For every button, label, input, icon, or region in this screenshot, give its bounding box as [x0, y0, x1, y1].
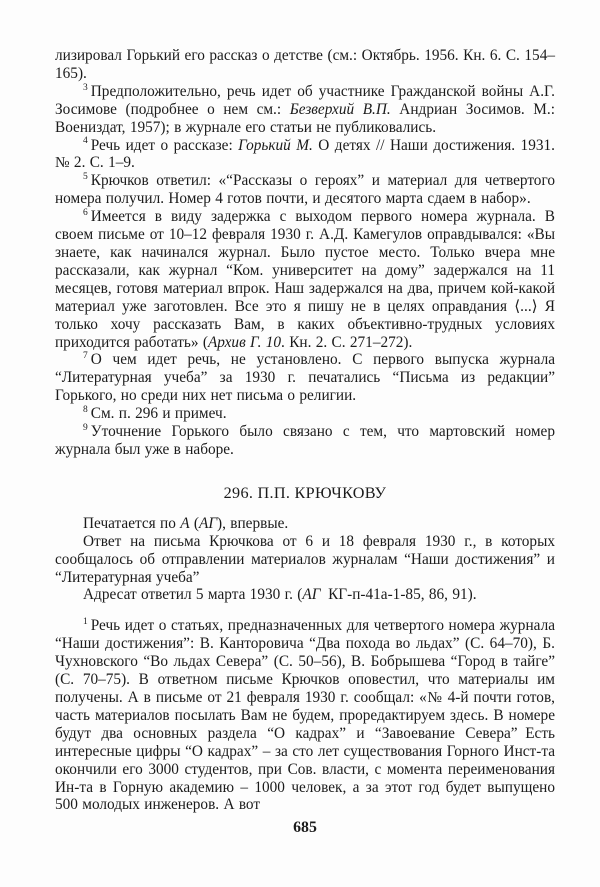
text-run: См. п. 296 и примеч.	[90, 405, 227, 423]
footnote-number: 5	[83, 172, 88, 183]
footnote-number: 3	[83, 82, 88, 93]
footnote-2-continuation	[55, 47, 555, 83]
italic-text-run: АГ	[198, 514, 218, 532]
footnote-9	[55, 423, 555, 459]
text-run: Адресат ответил 5 марта 1930 г. (	[83, 586, 303, 604]
text-run: О детях // Наши достижения. 1931. № 2. С. 1–9.	[55, 136, 555, 172]
italic-text-run: АГ	[302, 586, 321, 604]
text-run: . Кн. 2. С. 271–272).	[281, 333, 413, 351]
footnote-7	[55, 351, 555, 405]
footnote-1	[55, 617, 555, 814]
text-run: Предположительно, речь идет об участнике Гражданской войны А.Г. Зосимове (подробнее о нем см.:	[55, 82, 555, 118]
italic-text-run: Архив Г. 10	[207, 333, 282, 351]
footnote-number: 9	[83, 422, 88, 433]
text-column	[55, 47, 555, 837]
italic-text-run: Горький М.	[238, 136, 313, 154]
source-line	[55, 515, 555, 533]
addressee-reply-line	[55, 586, 555, 604]
text-run: ), впервые.	[217, 514, 289, 532]
footnotes-continued-block	[55, 47, 555, 459]
letter-meta-block	[55, 515, 555, 605]
footnote-8	[55, 405, 555, 423]
text-run: Уточнение Горького было связано с тем, что мартовский номер журнала был уже в наборе.	[55, 423, 555, 458]
footnote-number: 8	[83, 405, 88, 416]
footnote-number: 4	[83, 136, 88, 147]
text-run: Ответ на письма Крючкова от 6 и 18 февраля 1930 г., в которых сообщалось об отправлении материалов журналам “Наши достижения” и “Литературная учеба”	[55, 532, 555, 586]
letter-footnotes-block	[55, 617, 555, 814]
footnote-4	[55, 137, 555, 173]
text-run: Печатается по	[83, 514, 181, 532]
text-run: лизировал Горький его рассказ о детстве (см.: Октябрь. 1956. Кн. 6. С. 154–165).	[55, 47, 555, 82]
text-run: Речь идет о рассказе:	[90, 136, 239, 154]
italic-text-run: Безверхий В.П.	[289, 100, 391, 118]
footnote-6	[55, 208, 555, 351]
footnote-number: 1	[83, 617, 88, 628]
footnote-5	[55, 172, 555, 208]
text-run: Имеется в виду задержка с выходом первого номера журнала. В своем письме от 10–12 февраля 1930 г. А.Д. Камегулов оправдывался: «Вы знаете, как начинался журнал. Было пустое место. Только вчера мне рассказали, как журнал “Ком. университет на дому” задержался на 11 месяцев, готовя материал впрок. Наш задержался на два, причем кой-какой материал уже заготовлен. Все это я пишу не в целях оправдания ⟨...⟩ Я только хочу рассказать Вам, в каких объективно-трудных условиях приходится работать» (	[55, 208, 555, 351]
text-run: Речь идет о статьях, предназначенных для четвертого номера журнала “Наши достижения”: В. Канторовича “Два похода во льдах” (С. 64–70), Б. Чухновского “Во льдах Севера” (С. 50–56), В. Бобрышева “Город в тайге” (С. 70–75). В ответном письме Крючков оповестил, что материалы им получены. А в письме от 21 февраля 1930 г. сообщал: «№ 4-й почти готов, часть материалов посылать Вам не будем, проредактируем здесь. В номере будут два основных раздела “О кадрах” и “Завоевание Севера” Есть интересные цифры “О кадрах” – за сто лет существования Горного Инст-та окончили его 3000 студентов, при Сов. власти, с момента переименования Ин-та в Горную академию – 1000 человек, а за этот год будет выпущено 500 молодых инженеров. А вот	[55, 617, 555, 814]
letter-heading: 296. П.П. КРЮЧКОВУ	[223, 483, 387, 502]
text-run: Крючков ответил: «“Рассказы о героях” и материал для четвертого номера получил. Номер 4 готов почти, и десятого марта сдаем в набор».	[55, 172, 555, 208]
text-run: (	[189, 514, 199, 532]
italic-text-run: А	[180, 514, 190, 532]
text-run: Андриан Зосимов. М.: Воениздат, 1957); в журнале его статьи не публиковались.	[55, 100, 555, 136]
footnote-3	[55, 83, 555, 137]
page-number: 685	[293, 819, 317, 837]
footnote-number: 6	[83, 208, 88, 219]
text-run: О чем идет речь, не установлено. С первого выпуска журнала “Литературная учеба” за 1930 г. печатались “Письма из редакции” Горького, но среди них нет письма о религии.	[55, 351, 555, 405]
footnote-number: 7	[83, 351, 88, 362]
reply-context-line	[55, 533, 555, 587]
text-run: КГ-п-41а-1-85, 86, 91).	[320, 586, 477, 604]
